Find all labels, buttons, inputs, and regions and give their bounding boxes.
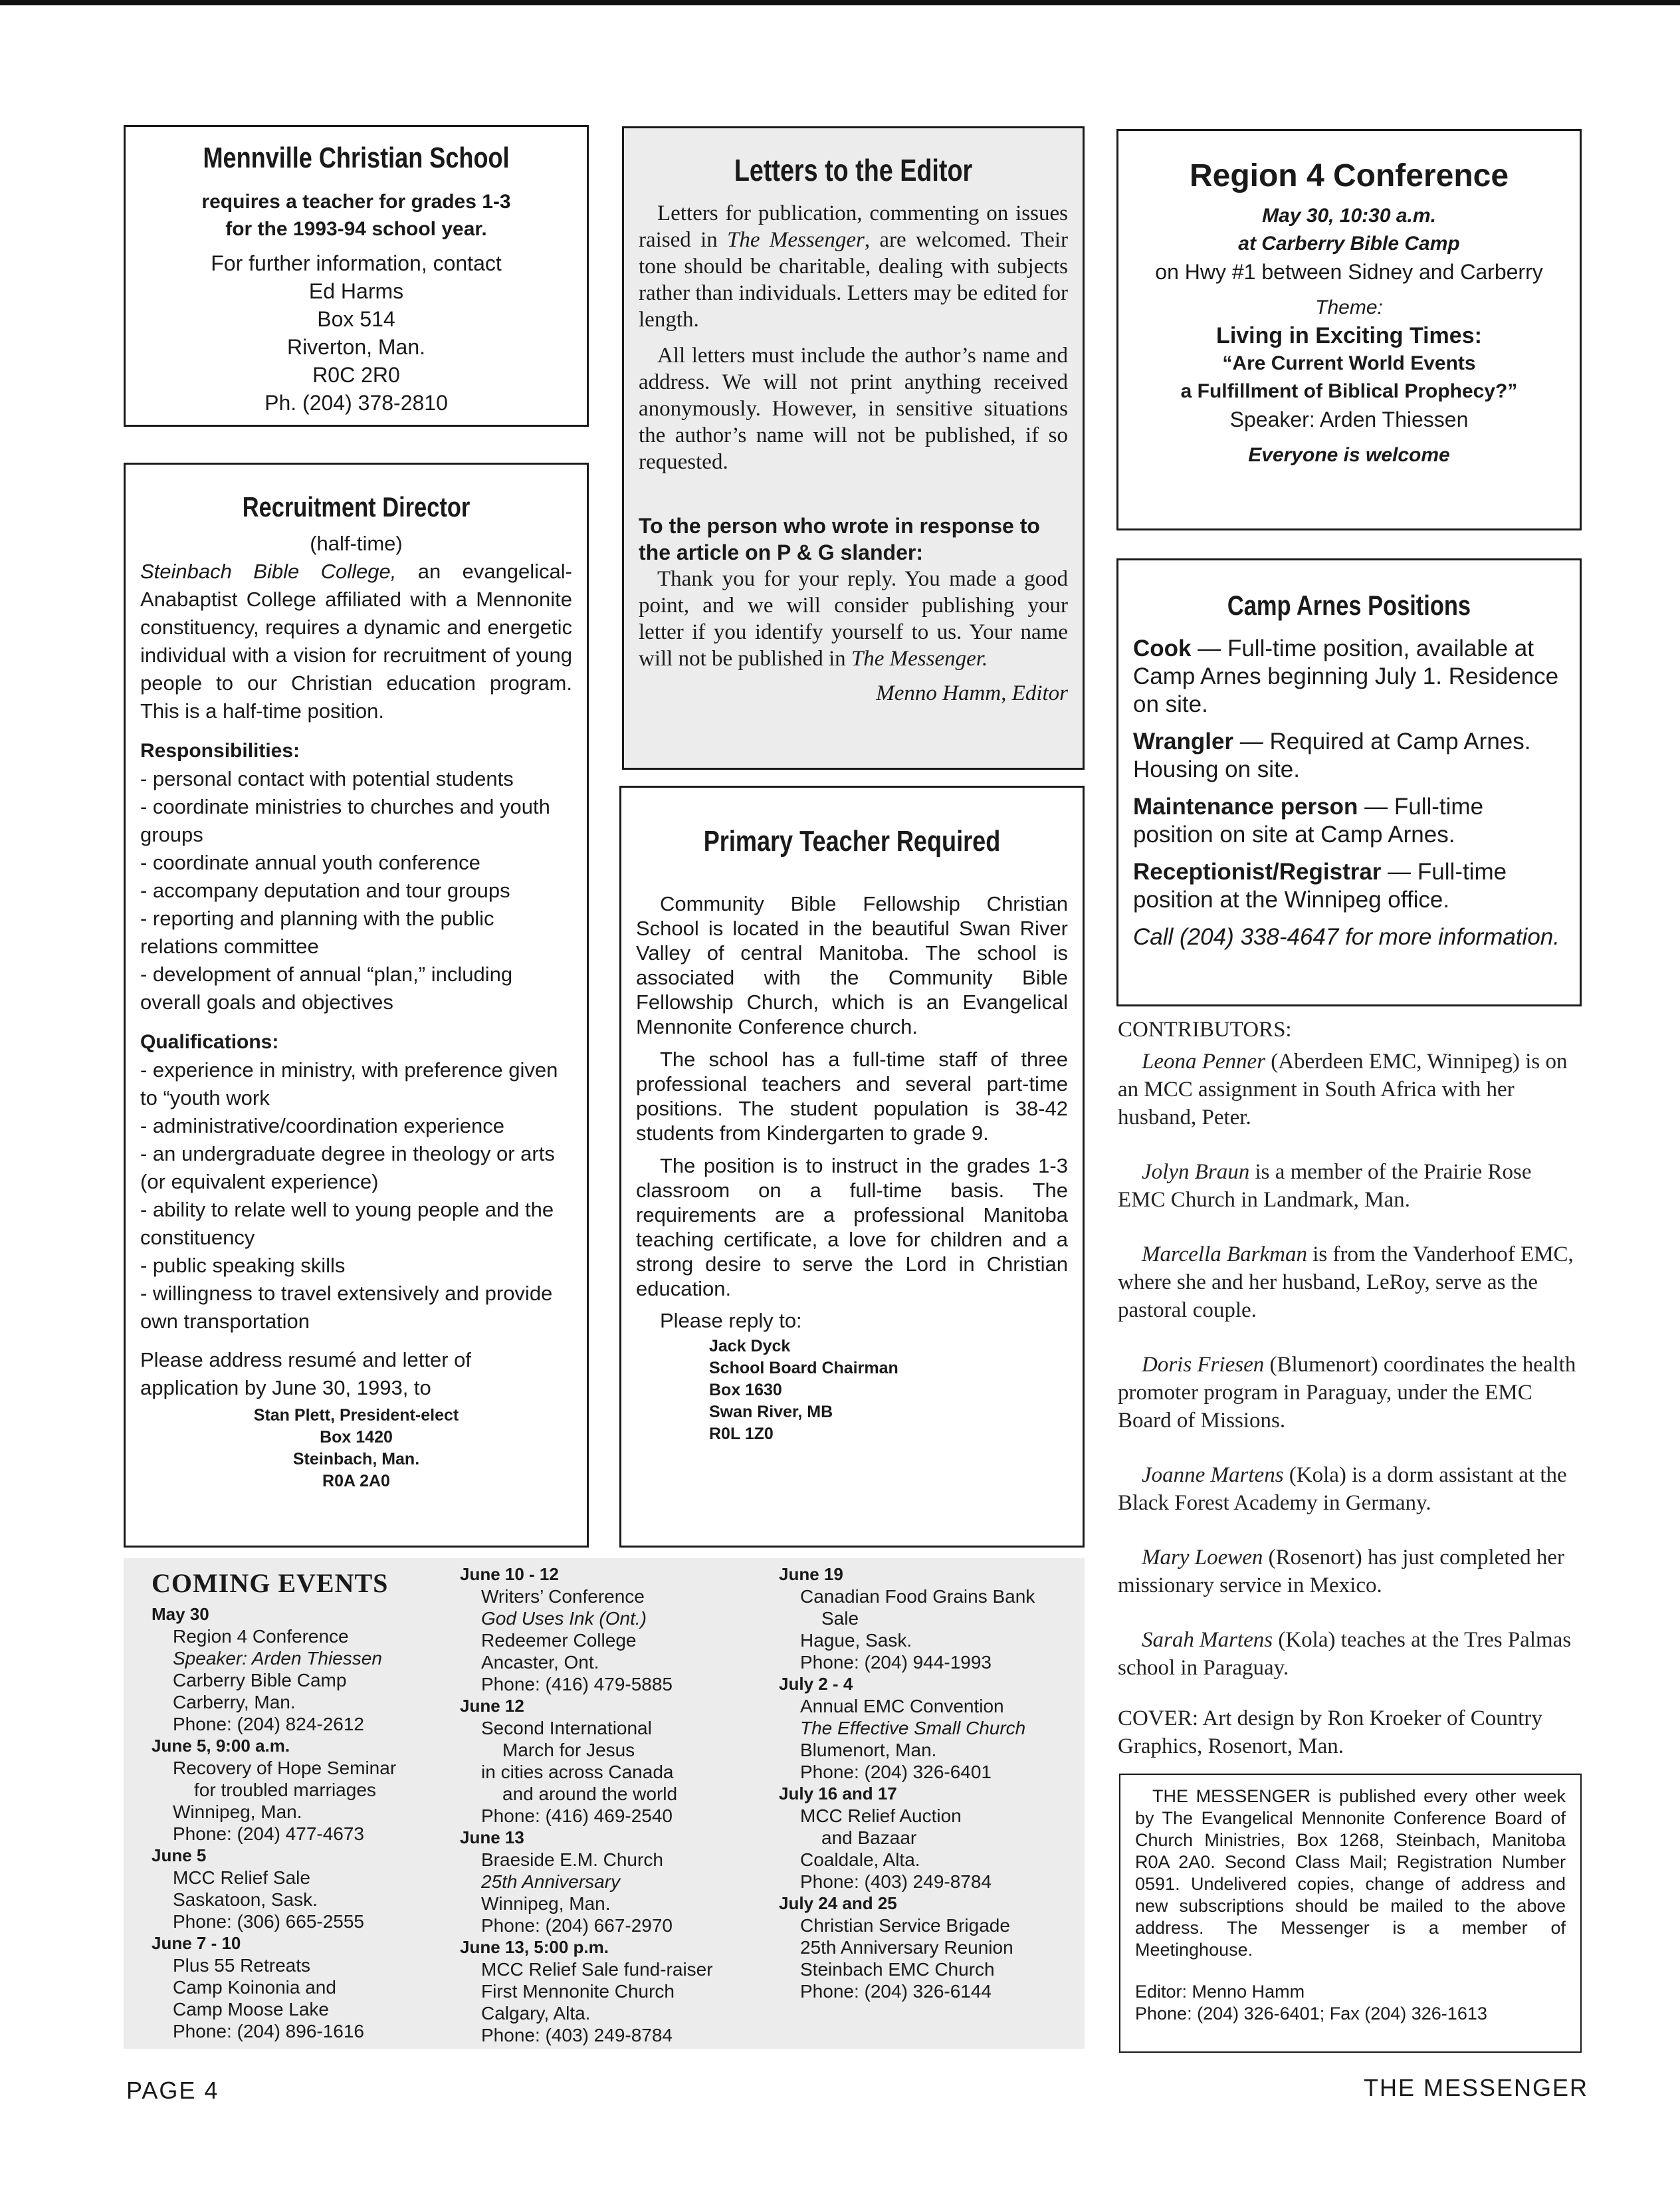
event-detail: March for Jesus [502, 1740, 635, 1760]
event-date: June 10 - 12 [460, 1564, 559, 1584]
camp-arnes-positions [1116, 558, 1582, 1006]
event-detail: Phone: (204) 824-2612 [173, 1714, 364, 1734]
events-column-1 [152, 1603, 396, 2042]
contributor-text: (Blumenort) coordinates the health promoter program in Paraguay, under the EMC Board of Missions. [1118, 1353, 1576, 1433]
contributor-text: (Rosenort) has just completed her missionary service in Mexico. [1118, 1546, 1565, 1597]
event-detail: Annual EMC Convention [800, 1696, 1004, 1716]
primary-teacher-ad [619, 786, 1085, 1548]
event-detail: Recovery of Hope Seminar [173, 1758, 397, 1778]
recruit-intro-college: Steinbach Bible College, [140, 560, 397, 583]
list-item: - reporting and planning with the public relations committee [140, 907, 494, 958]
event-detail: Camp Koinonia and [173, 1977, 336, 1998]
camp-position [1133, 858, 1565, 914]
event-detail: Hague, Sask. [800, 1630, 912, 1651]
event-detail: Winnipeg, Man. [173, 1801, 302, 1822]
event-date: June 5 [152, 1845, 207, 1865]
address-line: Swan River, MB [709, 1403, 833, 1421]
camp-position [1133, 728, 1565, 784]
recruit-qual-list [140, 1056, 572, 1335]
camp-desc: — Full-time position on site at Camp Arnes. [1133, 794, 1484, 848]
mennville-requirement [139, 188, 574, 243]
recruit-resp-list [140, 765, 572, 1016]
event-detail: The Effective Small Church [800, 1718, 1026, 1738]
camp-call: Call (204) 338-4647 for more information. [1133, 924, 1560, 950]
event-detail: Phone: (416) 469-2540 [481, 1805, 673, 1826]
region-theme-label: Theme: [1315, 296, 1383, 318]
event-detail: Steinbach EMC Church [800, 1959, 995, 1980]
event-detail: Writers’ Conference [481, 1586, 645, 1607]
event-detail: Blumenort, Man. [800, 1740, 937, 1760]
contributor-name: Doris Friesen [1142, 1353, 1265, 1377]
mennville-contact-line: Riverton, Man. [286, 335, 426, 359]
camp-desc: — Full-time position, available at Camp Arnes beginning July 1. Residence on site. [1133, 636, 1559, 717]
recruit-resp-heading: Responsibilities: [140, 740, 300, 762]
event-date: June 12 [460, 1696, 524, 1716]
mennville-req-line: requires a teacher for grades 1-3 [201, 191, 511, 213]
contributor-text: (Kola) is a dorm assistant at the Black Forest Academy in Germany. [1118, 1463, 1567, 1515]
contributors-section [1118, 1016, 1583, 1760]
event-detail: Speaker: Arden Thiessen [173, 1648, 382, 1669]
contributor-name: Marcella Barkman [1142, 1242, 1307, 1266]
publication-info [1119, 1774, 1582, 2053]
event-detail: and Bazaar [821, 1827, 917, 1848]
primary-paragraph: Community Bible Fellowship Christian School is located in the beautiful Swan River Valley of central Manitoba. The school is associated with the Community Bible Fellowship Church, which is an Evangelical Mennonite Conference church. [636, 892, 1068, 1038]
cover-credit: COVER: Art design by Ron Kroeker of Country Graphics, Rosenort, Man. [1118, 1706, 1542, 1758]
contributor-name: Joanne Martens [1142, 1463, 1284, 1487]
event-date: July 24 and 25 [779, 1893, 897, 1913]
list-item: - accompany deputation and tour groups [140, 879, 510, 902]
address-line: Steinbach, Man. [292, 1450, 420, 1468]
event-detail: Calgary, Alta. [481, 2003, 591, 2024]
region-highway: on Hwy #1 between Sidney and Carberry [1155, 260, 1543, 284]
primary-title: Primary Teacher Required [703, 825, 1001, 858]
letters-paragraph: All letters must include the author’s name and address. We will not print anything received anonymously. However, in sensitive situations the author’s name will not be published, if so requested. [639, 344, 1068, 474]
event-date: June 13 [460, 1827, 524, 1847]
event-detail: Phone: (403) 249-8784 [800, 1871, 992, 1892]
event-detail: God Uses Ink (Ont.) [481, 1608, 647, 1629]
list-item: - development of annual “plan,” including overall goals and objectives [140, 963, 513, 1014]
mennville-req-line: for the 1993-94 school year. [225, 218, 487, 240]
mennville-contact-line: Box 514 [317, 307, 395, 331]
event-detail: Carberry, Man. [173, 1692, 296, 1712]
event-date: June 7 - 10 [152, 1933, 241, 1953]
editor-phone: Phone: (204) 326-6401; Fax (204) 326-1613 [1135, 2004, 1487, 2024]
event-date: June 19 [779, 1564, 843, 1584]
list-item: - administrative/coordination experience [140, 1114, 504, 1137]
list-item: - public speaking skills [140, 1254, 346, 1277]
region-theme-sub: a Fulfillment of Biblical Prophecy?” [1180, 380, 1518, 402]
event-detail: Camp Moose Lake [173, 1999, 330, 2020]
event-detail: Phone: (416) 479-5885 [481, 1674, 673, 1694]
contributor-text: is from the Vanderhoof EMC, where she and her husband, LeRoy, serve as the pastoral couple. [1118, 1242, 1574, 1322]
mennville-ad [124, 125, 589, 427]
list-item: - ability to relate well to young people and the constituency [140, 1198, 554, 1249]
primary-address [636, 1335, 1068, 1445]
event-detail: Winnipeg, Man. [481, 1893, 611, 1914]
primary-reply-label: Please reply to: [660, 1309, 802, 1332]
event-detail: Sale [821, 1608, 859, 1629]
event-detail: and around the world [502, 1784, 678, 1804]
contributor-entry [1118, 1351, 1583, 1435]
letters-response-heading: To the person who wrote in response to the article on P & G slander: [639, 514, 1040, 564]
recruit-halftime: (half-time) [310, 532, 403, 555]
letters-text: Letters for publication, commenting on issues raised in [639, 201, 1068, 252]
event-detail: Phone: (204) 326-6144 [800, 1981, 992, 2002]
event-detail: Second International [481, 1718, 652, 1738]
events-heading: COMING EVENTS [152, 1568, 389, 1598]
contributor-entry [1118, 1240, 1583, 1324]
event-detail: MCC Relief Sale [173, 1867, 310, 1888]
recruitment-ad [124, 463, 589, 1548]
address-line: Jack Dyck [709, 1337, 791, 1355]
recruit-address [140, 1405, 572, 1492]
publication-statement: THE MESSENGER is published every other week by The Evangelical Mennonite Conference Board of Church Ministries, Box 1268, Steinbach, Manitoba R0A 2A0. Second Class Mail; Registration Number 0591. Undelivered copies, change of address and new subscriptions should be mailed to the above address. The Messenger is a member of Meetinghouse. [1135, 1786, 1566, 1960]
primary-paragraph: The school has a full-time staff of three professional teachers and several part-time positions. The student population is 38-42 students from Kindergarten to grade 9. [636, 1048, 1068, 1145]
event-detail: Braeside E.M. Church [481, 1849, 663, 1870]
event-detail: Plus 55 Retreats [173, 1955, 310, 1976]
event-detail: for troubled marriages [194, 1780, 376, 1800]
event-detail: 25th Anniversary [481, 1871, 621, 1892]
list-item: - personal contact with potential students [140, 767, 514, 790]
list-item: - experience in ministry, with preference given to “youth work [140, 1058, 558, 1109]
mennville-contact-line: R0C 2R0 [312, 363, 400, 387]
event-detail: Ancaster, Ont. [481, 1652, 599, 1673]
region-title: Region 4 Conference [1189, 158, 1509, 193]
event-detail: MCC Relief Auction [800, 1805, 962, 1826]
letters-publication: The Messenger. [851, 647, 988, 671]
event-detail: Carberry Bible Camp [173, 1670, 347, 1690]
publication-name: THE MESSENGER [1363, 2074, 1588, 2101]
recruit-intro [140, 558, 572, 725]
contributor-name: Jolyn Braun [1142, 1160, 1250, 1184]
camp-role: Wrangler [1133, 729, 1234, 754]
letters-title: Letters to the Editor [734, 153, 973, 187]
event-detail: MCC Relief Sale fund-raiser [481, 1959, 713, 1980]
camp-title: Camp Arnes Positions [1227, 590, 1471, 621]
event-detail: Phone: (204) 667-2970 [481, 1915, 673, 1936]
event-detail: Phone: (204) 477-4673 [173, 1823, 364, 1844]
event-detail: 25th Anniversary Reunion [800, 1937, 1013, 1958]
contributor-entry [1118, 1461, 1583, 1517]
event-detail: Phone: (403) 249-8784 [481, 2025, 673, 2045]
letters-text: , are welcomed. Their tone should be charitable, dealing with subjects rather than individuals. Letters may be edited for length. [639, 228, 1068, 332]
letters-to-editor [622, 126, 1085, 770]
contributor-text: is a member of the Prairie Rose EMC Church in Landmark, Man. [1118, 1160, 1532, 1212]
contributor-entry [1118, 1048, 1583, 1131]
address-line: Box 1630 [709, 1381, 782, 1399]
address-line: R0L 1Z0 [709, 1425, 774, 1443]
event-date: June 5, 9:00 a.m. [152, 1736, 290, 1756]
event-date: June 13, 5:00 p.m. [460, 1937, 609, 1957]
region-welcome: Everyone is welcome [1248, 444, 1450, 466]
list-item: - an undergraduate degree in theology or arts (or equivalent experience) [140, 1142, 555, 1193]
address-line: R0A 2A0 [322, 1472, 390, 1490]
recruit-intro-text: an evangelical-Anabaptist College affiliated with a Mennonite constituency, requires a dynamic and energetic individual with a vision for recruitment of young people to our Christian education program. This is a half-time position. [140, 560, 573, 723]
event-date: May 30 [152, 1604, 209, 1624]
coming-events [124, 1558, 1085, 2049]
recruit-closing: Please address resumé and letter of application by June 30, 1993, to [140, 1348, 471, 1399]
contributor-entry [1118, 1158, 1583, 1214]
address-line: School Board Chairman [709, 1359, 898, 1377]
page-number: PAGE 4 [126, 2077, 219, 2104]
camp-position [1133, 793, 1565, 849]
event-detail: Phone: (204) 326-6401 [800, 1762, 992, 1782]
recruit-qual-heading: Qualifications: [140, 1031, 279, 1053]
camp-role: Receptionist/Registrar [1133, 859, 1382, 885]
list-item: - willingness to travel extensively and provide own transportation [140, 1282, 553, 1333]
region-theme-sub: “Are Current World Events [1222, 352, 1476, 374]
letters-paragraph [639, 566, 1068, 672]
event-detail: First Mennonite Church [481, 1981, 675, 2002]
top-border [0, 0, 1680, 5]
contributor-name: Leona Penner [1142, 1050, 1266, 1074]
mennville-contact [139, 249, 574, 417]
region-place: at Carberry Bible Camp [1238, 233, 1460, 255]
list-item: - coordinate annual youth conference [140, 851, 480, 874]
region-speaker: Speaker: Arden Thiessen [1229, 407, 1469, 431]
letters-signature: Menno Hamm, Editor [876, 681, 1068, 705]
contributor-text: (Kola) teaches at the Tres Palmas school in Paraguay. [1118, 1628, 1572, 1680]
list-item: - coordinate ministries to churches and youth groups [140, 795, 550, 846]
event-date: July 16 and 17 [779, 1784, 897, 1803]
event-date: July 2 - 4 [779, 1674, 853, 1694]
event-detail: Phone: (204) 944-1993 [800, 1652, 992, 1673]
camp-role: Cook [1133, 636, 1192, 661]
contributor-name: Sarah Martens [1142, 1628, 1273, 1652]
event-detail: Christian Service Brigade [800, 1915, 1010, 1936]
mennville-contact-line: For further information, contact [211, 251, 502, 275]
contributor-text: (Aberdeen EMC, Winnipeg) is on an MCC assignment in South Africa with her husband, Peter. [1118, 1050, 1568, 1129]
region-theme: Living in Exciting Times: [1216, 323, 1482, 348]
address-line: Box 1420 [320, 1428, 393, 1447]
mennville-contact-line: Ed Harms [308, 279, 404, 303]
letters-paragraph [639, 200, 1068, 333]
contributors-heading: CONTRIBUTORS: [1118, 1018, 1292, 1042]
events-column-2 [460, 1563, 713, 2046]
camp-position [1133, 635, 1565, 719]
events-column-3 [779, 1563, 1035, 2002]
event-detail: Saskatoon, Sask. [173, 1889, 318, 1910]
region-conference [1116, 129, 1582, 530]
event-detail: in cities across Canada [481, 1762, 674, 1782]
event-detail: Canadian Food Grains Bank [800, 1586, 1035, 1607]
contributor-name: Mary Loewen [1142, 1546, 1263, 1569]
event-detail: Phone: (306) 665-2555 [173, 1911, 364, 1932]
region-date: May 30, 10:30 a.m. [1262, 205, 1436, 227]
camp-desc: — Full-time position at the Winnipeg office. [1133, 859, 1507, 913]
contributor-entry [1118, 1544, 1583, 1599]
event-detail: Redeemer College [481, 1630, 637, 1651]
camp-desc: — Required at Camp Arnes. Housing on site. [1133, 729, 1531, 782]
contributor-entry [1118, 1626, 1583, 1682]
editor-line: Editor: Menno Hamm [1135, 1982, 1305, 2002]
event-detail: Phone: (204) 896-1616 [173, 2021, 364, 2041]
event-detail: Region 4 Conference [173, 1626, 349, 1647]
camp-role: Maintenance person [1133, 794, 1358, 820]
letters-text: Thank you for your reply. You made a good point, and we will consider publishing your letter if you identify yourself to us. Your name will not be published in [639, 567, 1068, 671]
recruit-title: Recruitment Director [242, 491, 471, 522]
event-detail: Coaldale, Alta. [800, 1849, 920, 1870]
primary-paragraph: The position is to instruct in the grades 1-3 classroom on a full-time basis. The requirements are a professional Manitoba teaching certificate, a love for children and a strong desire to serve the Lord in Christian education. [636, 1154, 1068, 1300]
mennville-contact-line: Ph. (204) 378-2810 [264, 391, 448, 415]
address-line: Stan Plett, President-elect [253, 1406, 459, 1425]
letters-publication: The Messenger [727, 228, 865, 252]
mennville-title: Mennville Christian School [203, 142, 510, 174]
